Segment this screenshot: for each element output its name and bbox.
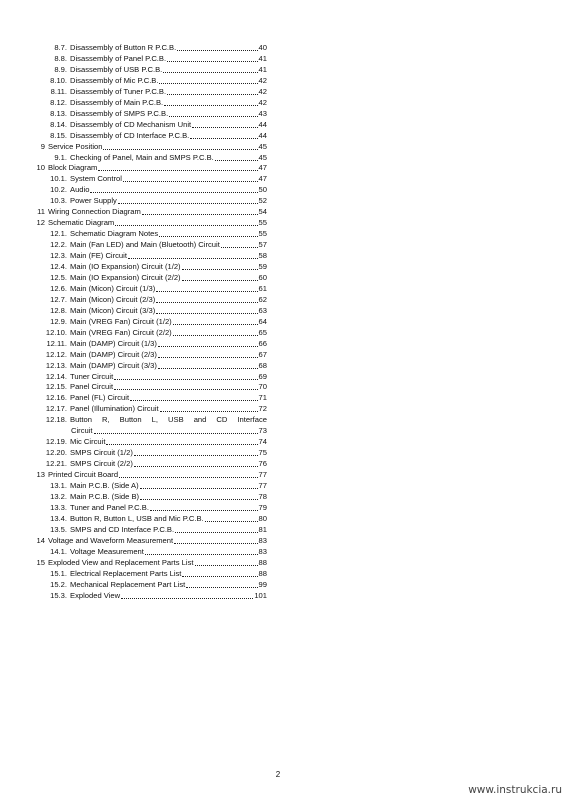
dot-leader — [174, 540, 257, 544]
toc-entry-title: SMPS Circuit (1/2) — [70, 448, 133, 458]
dot-leader — [164, 102, 257, 106]
toc-subsection-entry — [45, 76, 267, 86]
toc-entry-page: 77 — [258, 470, 267, 480]
toc-entry-page: 42 — [258, 97, 267, 107]
toc-subsection-entry — [45, 328, 267, 338]
dot-leader — [142, 211, 258, 215]
toc-entry-number: 10.1. — [50, 174, 67, 184]
dot-leader — [169, 113, 257, 117]
dot-leader — [90, 189, 257, 193]
toc-entry-number: 15.1. — [50, 568, 67, 578]
dot-leader — [173, 332, 258, 336]
dot-leader — [167, 91, 257, 95]
toc-entry-page: 42 — [258, 86, 267, 96]
dot-leader — [182, 573, 257, 577]
dot-leader — [150, 507, 258, 511]
toc-entry-number: 13 — [36, 470, 45, 480]
toc-entry-page: 73 — [258, 426, 267, 436]
dot-leader — [186, 584, 257, 588]
toc-subsection-entry — [45, 569, 267, 579]
dot-leader — [134, 452, 258, 456]
toc-entry-number: 12.9. — [50, 316, 67, 326]
dot-leader — [158, 365, 258, 369]
toc-subsection-entry — [45, 459, 267, 469]
toc-subsection-entry — [45, 514, 267, 524]
toc-subsection-entry — [45, 229, 267, 239]
toc-entry-page: 40 — [258, 43, 267, 52]
toc-subsection-entry — [45, 591, 267, 601]
toc-subsection-entry — [45, 295, 267, 305]
dot-leader — [94, 430, 258, 434]
dot-leader — [98, 167, 257, 171]
toc-entry-number: 8.8. — [54, 53, 67, 63]
page-number: 2 — [275, 770, 281, 779]
toc-entry-number: 10.3. — [50, 196, 67, 206]
dot-leader — [128, 255, 258, 259]
toc-entry-page: 50 — [258, 185, 267, 195]
dot-leader — [134, 463, 258, 467]
watermark: www.instrukcia.ru — [468, 784, 562, 796]
toc-entry-page: 74 — [258, 437, 267, 447]
toc-subsection-entry — [45, 481, 267, 491]
dot-leader — [140, 485, 258, 489]
toc-entry-page: 71 — [258, 393, 267, 403]
toc-entry-number: 9 — [40, 141, 45, 151]
toc-subsection-entry — [45, 350, 267, 360]
toc-entry-number: 12 — [36, 218, 45, 228]
toc-entry-page: 75 — [258, 448, 267, 458]
toc-entry-title: Disassembly of CD Mechanism Unit — [70, 119, 192, 129]
toc-entry-number: 8.11. — [50, 86, 67, 96]
toc-entry-title: Voltage Measurement — [70, 546, 144, 556]
dot-leader — [106, 441, 257, 445]
toc-entry-page: 70 — [258, 382, 267, 392]
toc-subsection-entry — [45, 525, 267, 535]
toc-entry-title: Main (Micon) Circuit (1/3) — [70, 283, 156, 293]
dot-leader — [192, 124, 257, 128]
toc-entry-page: 101 — [254, 590, 267, 600]
toc-subsection-entry — [45, 492, 267, 502]
toc-entry-page: 44 — [258, 130, 267, 140]
toc-entry-title: Disassembly of Panel P.C.B. — [70, 53, 167, 63]
toc-entry-page: 77 — [258, 481, 267, 490]
toc-subsection-entry — [45, 65, 267, 75]
toc-entry-number: 12.18. — [45, 415, 67, 425]
toc-entry-page: 80 — [258, 513, 267, 523]
toc-section-entry — [29, 207, 267, 217]
toc-entry-title: Main (Fan LED) and Main (Bluetooth) Circuit — [70, 240, 220, 250]
dot-leader — [182, 277, 258, 281]
toc-entry-title: Main (DAMP) Circuit (2/3) — [70, 349, 157, 359]
dot-leader — [177, 47, 257, 51]
dot-leader — [119, 474, 257, 478]
toc-subsection-entry — [45, 54, 267, 64]
toc-entry-number: 8.10. — [50, 75, 67, 85]
toc-entry-number: 8.7. — [54, 43, 67, 52]
toc-entry-title: SMPS Circuit (2/2) — [70, 459, 133, 469]
toc-entry-number: 12.10. — [45, 327, 67, 337]
toc-entry-page: 66 — [258, 338, 267, 348]
dot-leader — [160, 408, 258, 412]
dot-leader — [103, 146, 257, 150]
toc-entry-title: Button R, Button L, USB and Mic P.C.B. — [70, 513, 204, 523]
toc-section-entry — [29, 470, 267, 480]
toc-entry-number: 11 — [37, 207, 45, 217]
toc-entry-number: 13.5. — [50, 524, 67, 534]
dot-leader — [221, 244, 258, 248]
toc-entry-title: Wiring Connection Diagram — [48, 207, 141, 217]
toc-entry-title: Main (Micon) Circuit (2/3) — [70, 294, 156, 304]
toc-section-entry — [29, 558, 267, 568]
toc-entry-number: 12.4. — [50, 262, 67, 271]
toc-entry-number: 13.2. — [50, 491, 67, 501]
toc-subsection-entry — [45, 361, 267, 371]
toc-entry-number: 12.5. — [50, 272, 67, 282]
dot-leader — [121, 595, 253, 599]
dot-leader — [182, 266, 258, 270]
toc-entry-title: Disassembly of Main P.C.B. — [70, 97, 164, 107]
toc-entry-title: Tuner and Panel P.C.B. — [70, 502, 149, 512]
dot-leader — [205, 518, 258, 522]
toc-subsection-entry — [45, 87, 267, 97]
toc-subsection-entry — [45, 339, 267, 349]
toc-entry-page: 47 — [258, 174, 267, 184]
toc-entry-page: 62 — [258, 294, 267, 304]
toc-entry-page: 47 — [258, 163, 267, 173]
toc-entry-number: 12.19. — [45, 437, 67, 447]
toc-entry-number: 12.17. — [45, 404, 67, 414]
toc-entry-number: 12.7. — [50, 294, 67, 304]
toc-entry-number: 14 — [36, 535, 45, 545]
toc-entry-title: Disassembly of CD Interface P.C.B. — [70, 130, 190, 140]
toc-entry-page: 60 — [258, 272, 267, 282]
dot-leader — [114, 376, 257, 380]
toc-subsection-entry — [45, 372, 267, 382]
toc-entry-title: Panel (FL) Circuit — [70, 393, 130, 403]
toc-entry-number: 9.1. — [54, 152, 67, 162]
toc-subsection-entry — [45, 185, 267, 195]
toc-entry-page: 41 — [258, 53, 267, 63]
toc-subsection-entry — [45, 503, 267, 513]
toc-entry-title: Block Diagram — [48, 163, 98, 173]
toc-entry-title: Disassembly of Button R P.C.B. — [70, 43, 177, 52]
toc-entry-title-continued: Circuit — [71, 426, 93, 436]
toc-entry-page: 79 — [258, 502, 267, 512]
dot-leader — [159, 80, 257, 84]
dot-leader — [190, 135, 257, 139]
toc-entry-page: 88 — [258, 568, 267, 578]
toc-entry-title: Electrical Replacement Parts List — [70, 568, 182, 578]
dot-leader — [145, 551, 258, 555]
toc-entry-title: Exploded View and Replacement Parts List — [48, 557, 194, 567]
toc-entry-number: 12.15. — [45, 382, 67, 392]
toc-entry-title: Tuner Circuit — [70, 371, 114, 381]
toc-entry-number: 12.20. — [45, 448, 67, 458]
toc-entry-number: 8.14. — [50, 119, 67, 129]
toc-entry-number: 8.13. — [50, 108, 67, 118]
toc-subsection-entry — [45, 262, 267, 272]
toc-subsection-entry — [45, 284, 267, 294]
toc-entry-page: 64 — [258, 316, 267, 326]
toc-subsection-entry — [45, 580, 267, 590]
toc-entry-page: 83 — [258, 535, 267, 545]
toc-section-entry — [29, 142, 267, 152]
toc-entry-title: Main (FE) Circuit — [70, 251, 127, 261]
toc-entry-number: 8.9. — [54, 64, 67, 74]
dot-leader — [156, 299, 257, 303]
toc-entry-title: Main P.C.B. (Side B) — [70, 491, 140, 501]
dot-leader — [156, 310, 257, 314]
toc-subsection-entry — [45, 317, 267, 327]
dot-leader — [130, 397, 257, 401]
toc-entry-page: 81 — [258, 524, 267, 534]
toc-subsection-entry — [45, 109, 267, 119]
toc-entry-title: Mechanical Replacement Part List — [70, 579, 186, 589]
toc-entry-title: Main (IO Expansion) Circuit (2/2) — [70, 272, 181, 282]
toc-entry-title: Mic Circuit — [70, 437, 106, 447]
toc-entry-page: 55 — [258, 218, 267, 228]
toc-entry-page: 58 — [258, 251, 267, 261]
toc-entry-number: 12.8. — [50, 305, 67, 315]
toc-entry-number: 12.2. — [50, 240, 67, 250]
toc-entry-title: Panel Circuit — [70, 382, 114, 392]
toc-entry-page: 67 — [258, 349, 267, 359]
toc-entry-title: Main (DAMP) Circuit (3/3) — [70, 360, 157, 370]
toc-entry-number: 12.14. — [45, 371, 67, 381]
toc-entry-number: 10.2. — [50, 185, 67, 195]
dot-leader — [175, 529, 257, 533]
toc-entry-number: 12.3. — [50, 251, 67, 261]
toc-entry-title: Checking of Panel, Main and SMPS P.C.B. — [70, 152, 214, 162]
toc-entry-title: Schematic Diagram Notes — [70, 229, 159, 239]
dot-leader — [158, 354, 258, 358]
toc-entry-number: 13.1. — [50, 481, 67, 490]
toc-section-entry — [29, 536, 267, 546]
dot-leader — [163, 69, 257, 73]
toc-entry-page: 99 — [258, 579, 267, 589]
toc-subsection-entry — [45, 393, 267, 403]
toc-subsection-entry — [45, 174, 267, 184]
dot-leader — [158, 343, 258, 347]
dot-leader — [140, 496, 257, 500]
toc-entry-title: Main (VREG Fan) Circuit (2/2) — [70, 327, 172, 337]
toc-entry-number: 12.12. — [45, 349, 67, 359]
toc-subsection-entry — [45, 437, 267, 447]
dot-leader — [114, 386, 257, 390]
toc-subsection-entry — [45, 131, 267, 141]
toc-entry-title: Service Position — [48, 141, 103, 151]
toc-entry-title: Disassembly of USB P.C.B. — [70, 64, 163, 74]
toc-entry-title: Main (Micon) Circuit (3/3) — [70, 305, 156, 315]
toc-entry-title: Printed Circuit Board — [48, 470, 119, 480]
toc-entry-number: 15.2. — [50, 579, 67, 589]
toc-subsection-entry — [45, 240, 267, 250]
toc-entry-title: Panel (Illumination) Circuit — [70, 404, 159, 414]
toc-entry-page: 54 — [258, 207, 267, 217]
toc-entry-page: 83 — [258, 546, 267, 556]
toc-entry-number: 10 — [36, 163, 45, 173]
dot-leader — [167, 58, 257, 62]
dot-leader — [123, 178, 258, 182]
toc-entry-page: 55 — [258, 229, 267, 239]
toc-entry-title: Exploded View — [70, 590, 121, 600]
toc-section-entry — [29, 218, 267, 228]
toc-entry-page: 41 — [258, 64, 267, 74]
dot-leader — [118, 200, 258, 204]
toc-subsection-entry — [45, 415, 267, 425]
toc-entry-title: Disassembly of Tuner P.C.B. — [70, 86, 167, 96]
toc-entry-title: Main (VREG Fan) Circuit (1/2) — [70, 316, 172, 326]
toc-entry-page: 76 — [258, 459, 267, 469]
dot-leader — [156, 288, 257, 292]
toc-entry-number: 12.11. — [46, 338, 67, 348]
toc-entry-page: 44 — [258, 119, 267, 129]
dot-leader — [215, 157, 258, 161]
toc-entry-number: 14.1. — [50, 546, 67, 556]
toc-entry-page: 63 — [258, 305, 267, 315]
toc-subsection-entry — [45, 98, 267, 108]
toc-entry-page: 45 — [258, 141, 267, 151]
toc-entry-number: 12.16. — [45, 393, 67, 403]
dot-leader — [195, 562, 258, 566]
toc-entry-page: 68 — [258, 360, 267, 370]
toc-subsection-entry — [45, 120, 267, 130]
toc-entry-title: Main (IO Expansion) Circuit (1/2) — [70, 262, 181, 271]
toc-entry-title: Main P.C.B. (Side A) — [70, 481, 139, 490]
toc-section-entry — [29, 163, 267, 173]
toc-entry-page: 65 — [258, 327, 267, 337]
toc-subsection-entry — [45, 306, 267, 316]
toc-entry-page: 61 — [258, 283, 267, 293]
toc-subsection-entry — [45, 153, 267, 163]
toc-entry-page: 88 — [258, 557, 267, 567]
toc-subsection-entry — [45, 547, 267, 557]
toc-entry-title: Button R, Button L, USB and CD Interface — [70, 415, 267, 425]
toc-entry-number: 12.6. — [50, 283, 67, 293]
toc-subsection-entry — [45, 196, 267, 206]
toc-entry-number: 13.3. — [50, 502, 67, 512]
toc-entry-page: 45 — [258, 152, 267, 162]
toc-subsection-entry — [45, 404, 267, 414]
toc-entry-number: 15 — [36, 557, 45, 567]
dot-leader — [159, 233, 257, 237]
toc-entry-number: 8.12. — [50, 97, 67, 107]
dot-leader — [115, 222, 257, 226]
toc-entry-page: 57 — [258, 240, 267, 250]
toc-subsection-entry — [45, 382, 267, 392]
toc-entry-page: 43 — [258, 108, 267, 118]
toc-entry-number: 12.13. — [45, 360, 67, 370]
toc-subsection-entry — [45, 273, 267, 283]
toc-entry-page: 72 — [258, 404, 267, 414]
toc-entry-number: 15.3. — [50, 590, 67, 600]
toc-entry-title: Audio — [70, 185, 90, 195]
toc-entry-title: Disassembly of SMPS P.C.B. — [70, 108, 169, 118]
toc-entry-page: 52 — [258, 196, 267, 206]
toc-subsection-entry — [45, 251, 267, 261]
toc-entry-title: SMPS and CD Interface P.C.B. — [70, 524, 175, 534]
toc-subsection-entry — [45, 448, 267, 458]
toc-entry-title: System Control — [70, 174, 122, 184]
toc-entry-title: Voltage and Waveform Measurement — [48, 535, 174, 545]
toc-entry-number: 13.4. — [50, 513, 67, 523]
toc-entry-number: 8.15. — [50, 130, 67, 140]
toc-entry-title: Schematic Diagram — [48, 218, 115, 228]
toc-entry-title: Power Supply — [70, 196, 117, 206]
toc-entry-title: Main (DAMP) Circuit (1/3) — [70, 338, 157, 348]
toc-subsection-entry — [45, 43, 267, 53]
toc-entry-page: 78 — [258, 491, 267, 501]
toc-entry-title: Disassembly of Mic P.C.B. — [70, 75, 159, 85]
toc-entry-number: 12.1. — [50, 229, 67, 239]
dot-leader — [173, 321, 258, 325]
toc-entry-page: 59 — [258, 262, 267, 271]
toc-entry-number: 12.21. — [45, 459, 67, 469]
toc-entry-page: 69 — [258, 371, 267, 381]
toc-entry-continuation — [71, 426, 267, 436]
toc-entry-page: 42 — [258, 75, 267, 85]
